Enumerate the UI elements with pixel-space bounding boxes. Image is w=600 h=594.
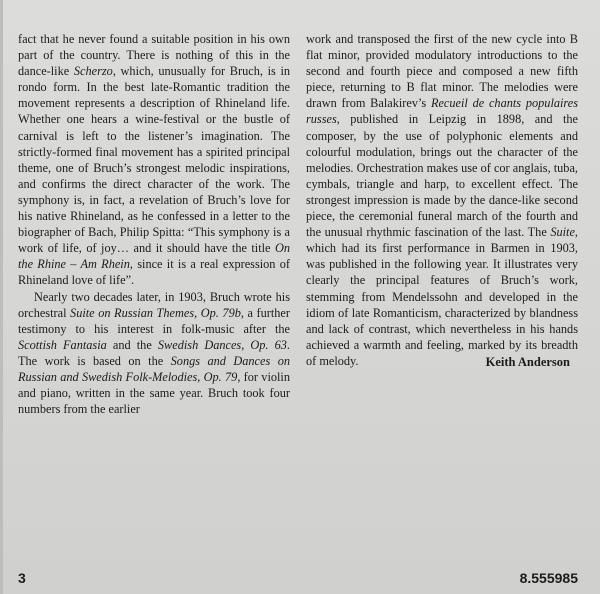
text-run: , since it is a real expression of Rhineland love of life”. [18,257,290,288]
italic-title: Recueil de chants populaires russes [306,96,578,127]
text-run: and the [106,337,158,352]
left-text-column [18,31,290,417]
text-run: , which had its first performance in Barmen in 1903, was published in the following year. It illustrates very clearly the principal features of Bruch’s work, stemming from Mendelssohn and developed in the idiom of late Romanticism, characterized by blandness and lack of contrast, which nevertheless in his hands achieved a warmth and feeling, marked by its breadth of melody. [306,225,578,368]
text-run: , which, unusually for Bruch, is in rondo form. In the best late-Romantic tradition the movement represents a description of Rhineland life. Whether one hears a wine-festival or the bustle of carnival is left to the listener’s imagination. The strictly-formed final movement has a spirited principal theme, one of Bruch’s strongest melodic inspirations, and confirms the direct character of the work. The symphony is, in fact, a revelation of Bruch’s love for his native Rhineland, as he confessed in a letter to the biographer of Bach, Philip Spitta: “This symphony is a work of life, of joy… and it should have the title [18,64,291,256]
text-run: , published in Leipzig in 1898, and the composer, by the use of polyphonic elements and colourful modulation, brings out the character of the melodies. Orchestration makes use of cor anglais, tuba, cymbals, triangle and harp, to excellent effect. The strongest impression is made by the dance-like second piece, the ceremonial funeral march of the fourth and the unusual rhythmic fascination of the last. The [306,112,578,240]
text-run: , a further testimony to his interest in folk-music after the [18,305,290,336]
italic-title: Songs and Dances on Russian and Swedish Folk-Melodies, Op. 79 [18,353,290,384]
italic-title: On the Rhine – Am Rhein [18,241,290,272]
italic-title: Scherzo [73,64,113,79]
paragraph [18,289,290,418]
italic-title: Suite [550,225,575,240]
paragraph [306,31,578,369]
page-edge-shadow [0,0,3,594]
text-run: Nearly two decades later, in 1903, Bruch wrote his orchestral [18,289,290,320]
italic-title: Scottish Fantasia [18,337,107,352]
text-run: . The work is based on the [18,337,290,368]
text-run: work and transposed the first of the new cycle into B flat minor, provided modulatory introductions to the second and fourth piece and composed a new fifth piece, returning to B flat minor. The melodies were drawn from Balakirev’s [306,32,578,111]
italic-title: Suite on Russian Themes, Op. 79b [70,305,241,320]
page-number: 3 [18,570,26,586]
text-run: , for violin and piano, written in the same year. Bruch took four numbers from the earlier [18,369,290,417]
catalogue-number: 8.555985 [519,570,578,586]
paragraph [18,31,290,289]
italic-title: Swedish Dances, Op. 63 [157,337,287,352]
right-text-column [306,31,578,369]
author-signature: Keith Anderson [485,355,570,369]
text-run: fact that he never found a suitable position in his own part of the country. There is nothing of this in the dance-like [18,32,290,79]
